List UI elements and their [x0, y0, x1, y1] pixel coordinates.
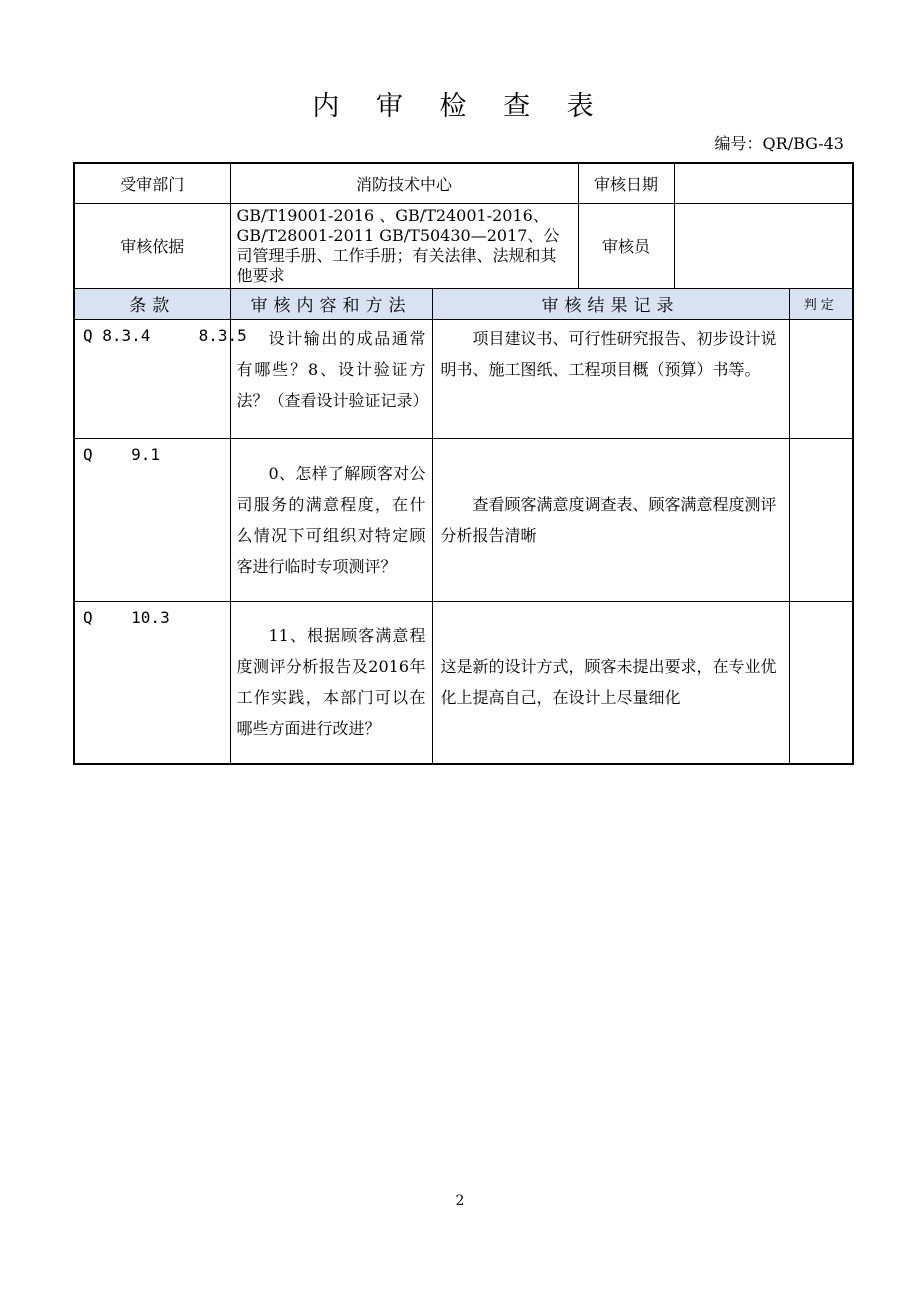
- audit-date-label: 审核日期: [578, 163, 674, 203]
- judgement-cell: [789, 601, 853, 764]
- result-cell: 查看顾客满意度调查表、顾客满意程度测评分析报告清晰: [432, 438, 789, 601]
- document-number: 编号：QR/BG-43: [714, 134, 844, 153]
- basis-value: GB/T19001-2016 、GB/T24001-2016、 GB/T28001-2011 GB/T50430—2017、公司管理手册、工作手册；有关法律、法规和其他要求: [230, 203, 578, 288]
- basis-label: 审核依据: [74, 203, 230, 288]
- judgement-cell: [789, 319, 853, 438]
- dept-value: 消防技术中心: [230, 163, 578, 203]
- audit-checklist-table: [73, 162, 854, 765]
- auditor-label: 审核员: [578, 203, 674, 288]
- column-header-row: [74, 288, 853, 319]
- content-header: 审核内容和方法: [230, 288, 432, 319]
- content-cell: 设计输出的成品通常有哪些？8、设计验证方法？（查看设计验证记录）: [230, 319, 432, 438]
- table-row: [74, 319, 853, 438]
- result-header: 审核结果记录: [432, 288, 789, 319]
- page-number: 2: [455, 1193, 465, 1209]
- table-row: [74, 601, 853, 764]
- clause-cell: Q 9.1: [74, 438, 230, 601]
- clause-header: 条款: [74, 288, 230, 319]
- auditor-value: [674, 203, 853, 288]
- table-row: [74, 438, 853, 601]
- document-title: 内 审 检 查 表: [312, 91, 608, 122]
- judgement-cell: [789, 438, 853, 601]
- clause-cell: Q 8.3.4 8.3.5: [74, 319, 230, 438]
- content-cell: 11、根据顾客满意程度测评分析报告及2016年工作实践，本部门可以在哪些方面进行改进？: [230, 601, 432, 764]
- audit-date-value: [674, 163, 853, 203]
- clause-cell: Q 10.3: [74, 601, 230, 764]
- result-cell: 项目建议书、可行性研究报告、初步设计说明书、施工图纸、工程项目概（预算）书等。: [432, 319, 789, 438]
- basis-row: [74, 203, 853, 288]
- result-cell: 这是新的设计方式，顾客未提出要求，在专业优化上提高自己，在设计上尽量细化: [432, 601, 789, 764]
- dept-row: [74, 163, 853, 203]
- content-cell: 0、怎样了解顾客对公司服务的满意程度，在什么情况下可组织对特定顾客进行临时专项测评？: [230, 438, 432, 601]
- dept-label: 受审部门: [74, 163, 230, 203]
- judgement-header: 判定: [789, 288, 853, 319]
